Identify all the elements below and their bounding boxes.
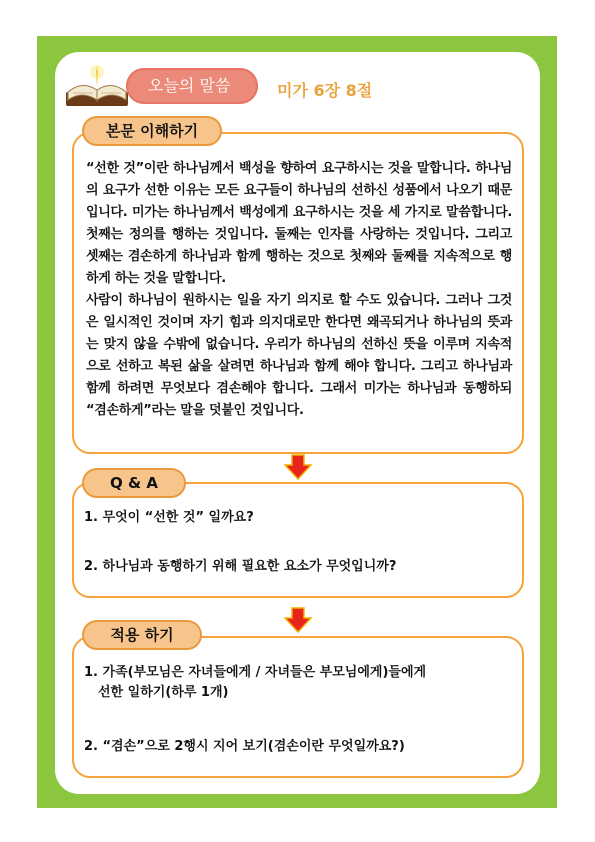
apply-item-2: 2. “겸손”으로 2행시 지어 보기(겸손이란 무엇일까요?) [84,739,405,754]
understanding-paragraph-1: “선한 것”이란 하나님께서 백성을 향하여 요구하시는 것을 말합니다. 하나님의 요구가 선한 이유는 모든 요구들이 하나님의 선하신 성품에서 나오기 때문입니다. 미가는 하나님께서 백성에게 요구하시는 것을 세 가지로 말씀합니다. 첫째는 정의를 행하는 것입니다. 둘째는 인자를 사랑하는 것입니다. 그리고 셋째는 겸손하게 하나님과 함께 행하는 것으로 첫째와 둘째를 지속적으로 행하게 하는 것을 말합니다. [86,161,512,286]
apply-label: 적용 하기 [82,620,202,650]
understanding-text [86,158,512,422]
qa-question-2: 2. 하나님과 동행하기 위해 필요한 요소가 무엇입니까? [84,559,397,574]
apply-item-1-continued: 선한 일하기(하루 1개) [98,685,229,700]
verse-reference: 미가 6장 8절 [277,81,373,100]
understanding-paragraph-2: 사람이 하나님이 원하시는 일을 자기 의지로 할 수도 있습니다. 그러나 그것은 일시적인 것이며 자기 힘과 의지대로만 한다면 왜곡되거나 하나님의 뜻과는 맞지 않을 수밖에 없습니다. 우리가 하나님의 선하신 뜻을 이루며 지속적으로 선하고 복된 삶을 살려면 하나님과 함께 해야 합니다. 그리고 하나님과 함께 하려면 무엇보다 겸손해야 합니다. 그래서 미가는 하나님과 동행하되 “겸손하게”라는 말을 덧붙인 것입니다. [86,293,512,418]
page-title: 오늘의 말씀 [126,68,258,104]
open-bible-icon [64,62,130,110]
qa-label: Q & A [82,468,186,498]
down-arrow-icon [284,607,312,633]
apply-item-1: 1. 가족(부모님은 자녀들에게 / 자녀들은 부모님에게)들에게 [84,665,427,680]
down-arrow-icon [284,454,312,480]
qa-question-1: 1. 무엇이 “선한 것” 일까요? [84,510,254,525]
qa-box [72,482,524,598]
understanding-label: 본문 이해하기 [82,116,222,146]
